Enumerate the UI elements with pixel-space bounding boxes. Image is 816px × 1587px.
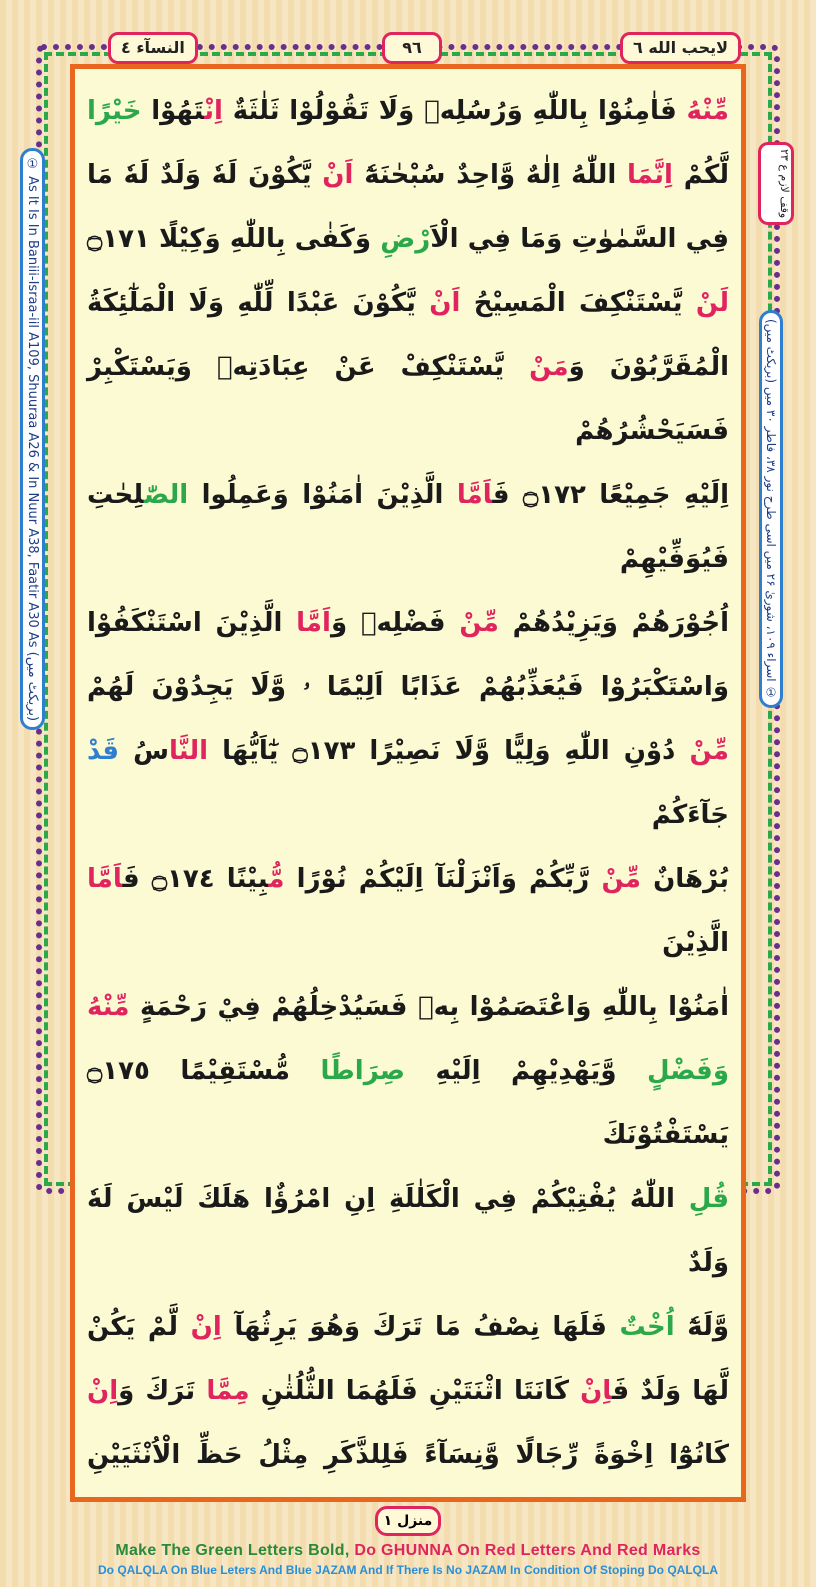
verse-segment: بُرْهَانٌ [640,864,730,894]
verse-segment: وَّيَهْدِيْهِمْ اِلَيْهِ [405,1056,647,1086]
waqf-badge [758,142,794,225]
verse-line [87,975,729,1039]
verse-line [87,207,729,271]
verse-segment: اِلَيْهِ جَمِيْعًا ۝١٧٢ فَ [492,480,729,510]
verse-line [87,1359,729,1423]
verse-segment: مِّنْهُ [686,96,729,126]
verse-segment: وَّلَهٗٓ [674,1312,730,1342]
verse-segment: اٰمَنُوْا بِاللّٰهِ وَاعْتَصَمُوْا بِهٖ فَسَيُدْخِلُهُمْ فِيْ رَحْمَةٍ [129,992,729,1022]
verse-segment: لَّكُمْ [672,160,729,190]
page-content [70,64,746,1587]
verse-segment: مُّسْتَقِيْمًا ۝١٧٥ يَسْتَفْتُوْنَكَ [87,1056,729,1150]
juz-name-badge: لايحب الله ٦ [620,32,741,64]
footer-green-text: Make The Green Letters Bold, [115,1542,350,1559]
verse-segment: لَّمْ يَكُنْ [87,1312,191,1342]
verse-segment: بِيْنًا ۝١٧٤ فَ [122,864,269,894]
verse-line [87,79,729,143]
footer-red-text: Do GHUNNA On Red Letters And Red Marks [354,1542,701,1559]
verse-segment: الصّٰ [143,480,189,510]
verse-line [87,1167,729,1295]
verse-segment: كَانُوْٓا اِخْوَةً رِّجَالًا وَّنِسَآءً فَلِلذَّكَرِ مِثْلُ حَظِّ الْاُنْثَيَيْنِ [87,1440,729,1470]
verse-segment: فِي السَّمٰوٰتِ وَمَا فِي الْاَ [430,224,730,254]
verse-line [87,335,729,463]
verse-segment: رْضِ [380,224,431,254]
verse-segment: مِمَّا [206,1376,250,1406]
footer-instructions [0,1536,816,1587]
page-number: ٩٦ [382,32,442,64]
verse-segment: وَفَضْلٍ [646,1056,729,1086]
verse-segment: اللّٰهُ يُفْتِيْكُمْ فِي الْكَلٰلَةِ اِنِ امْرُؤٌا هَلَكَ لَيْسَ لَهٗ وَلَدٌ [87,1184,729,1278]
verse-segment: كَانَتَا اثْنَتَيْنِ فَلَهُمَا الثُّلُثٰنِ [249,1376,581,1406]
verse-segment: لَهٗ مَا [87,160,150,190]
verse-segment: دُوْنِ اللّٰهِ وَلِيًّا وَّلَا نَصِيْرًا ۝١٧٣ يٰٓاَيُّهَا [208,736,690,766]
verse-segment: اَمَّا [296,608,331,638]
verse-segment: اُجُوْرَهُمْ وَيَزِيْدُهُمْ [498,608,729,638]
verse-segment: اَنْ [429,288,461,318]
verse-segment: فَلَهَا نِصْفُ مَا تَرَكَ وَهُوَ يَرِثُهَآ [221,1312,620,1342]
verse-segment: قَدْ [87,736,120,766]
verse-segment: وَكَفٰى بِاللّٰهِ وَكِيْلًا ۝١٧١ [87,224,381,254]
verse-segment: اَنْ [322,160,354,190]
verse-segment: فَاٰمِنُوْا بِاللّٰهِ وَرُسُلِهٖ وَلَا تَقُوْلُوْا ثَلٰثَةٌ [222,96,687,126]
verse-line [87,1423,729,1487]
manzil-badge: منزل ١ [375,1506,441,1536]
footer-instructions-line1 [10,1542,806,1560]
verse-segment: قُلِ [688,1184,729,1214]
verse-segment: خَيْرًا [87,96,142,126]
verse-line [87,1295,729,1359]
verse-segment: اِنْ [87,1376,119,1406]
verse-segment: لِحٰتِ فَيُوَفِّيْهِمْ [87,480,729,574]
right-margin-note: ① اسراء ۱۰۹، شوریٰ ۲۶ میں اسی طرح نور ۳۸، فاطر ۳۰ میں (بریکٹ میں) [759,310,783,708]
verse-segment: النَّا [169,736,209,766]
verse-segment: تَرَكَ وَ [118,1376,207,1406]
verse-segment: مِّنْ [459,608,499,638]
verse-segment: اِنْ [580,1376,613,1406]
verse-segment: وَاسْتَكْبَرُوْا فَيُعَذِّبُهُمْ عَذَابًا اَلِيْمًا ۥ وَّلَا يَجِدُوْنَ لَهُمْ [87,672,729,702]
verse-line [87,719,729,847]
verse-segment: اَمَّا [456,480,493,510]
ruku-marker: ع ٢٣ [778,149,791,171]
verse-segment: الَّذِيْنَ [662,928,729,958]
verse-segment: يَّكُوْنَ عَبْدًا لِّلّٰهِ وَلَا الْمَلٰٓئِكَةُ [87,288,430,318]
verse-segment: صِرَاطًا [320,1056,405,1086]
verse-segment: اِنْ [190,1312,222,1342]
verse-segment: رَّبِّكُمْ وَاَنْزَلْنَآ اِلَيْكُمْ نُوْرًا [284,864,602,894]
verse-line [87,591,729,655]
verse-segment: يَّسْتَنْكِفْ عَنْ عِبَادَتِهٖ وَيَسْتَكْبِرْ فَسَيَحْشُرُهُمْ [87,352,729,446]
verse-segment: الَّذِيْنَ اسْتَنْكَفُوْا [87,608,297,638]
verse-segment: مُّ [268,864,285,894]
verse-segment: سُ [119,736,170,766]
verse-segment: مِّنْهُ [87,992,130,1022]
verse-segment: مِّنْ [601,864,641,894]
verse-line [87,463,729,591]
verse-segment: جَآءَكُمْ [651,800,729,830]
verse-segment: اللّٰهُ اِلٰهٌ وَّاحِدٌ سُبْحٰنَهٗٓ [353,160,628,190]
verse-segment: اُخْتٌ [619,1312,675,1342]
verse-segment: لَنْ [695,288,729,318]
verse-segment: اِنَّمَا [627,160,673,190]
waqf-label: وقف لازم [778,174,791,219]
verse-segment: لَّهَا وَلَدٌ فَ [612,1376,729,1406]
verse-line [87,143,729,207]
verse-line [87,271,729,335]
verse-line [87,655,729,719]
surah-name-badge: النسآء ٤ [108,32,198,64]
verse-segment: تَهُوْا [141,96,205,126]
verse-segment: اِنْ [204,96,223,126]
verse-segment: يَّسْتَنْكِفَ الْمَسِيْحُ [460,288,696,318]
verse-line [87,847,729,975]
verse-segment: فَضْلِهٖ وَ [330,608,460,638]
quran-text-panel [70,64,746,1502]
verse-line [87,1039,729,1167]
verse-segment: الْمُقَرَّبُوْنَ وَ [568,352,729,382]
verse-segment: مَنْ [529,352,569,382]
verse-segment: الَّذِيْنَ اٰمَنُوْا وَعَمِلُوا [188,480,457,510]
verse-segment: يَّكُوْنَ لَهٗ وَلَدٌ [149,160,323,190]
footer-blue-text: Do QALQLA On Blue Leters And Blue JAZAM And If There Is No JAZAM In Condition Of Stoping Do QALQLA [98,1563,718,1577]
verse-segment: مِّنْ [689,736,729,766]
left-margin-note: ① As It Is In Baniii-Israa-iil A109, Shuuraa A26 & In Nuur A38, Faatir A30 As (بریکٹ میں) [20,148,45,730]
verse-segment: اَمَّا [87,864,123,894]
